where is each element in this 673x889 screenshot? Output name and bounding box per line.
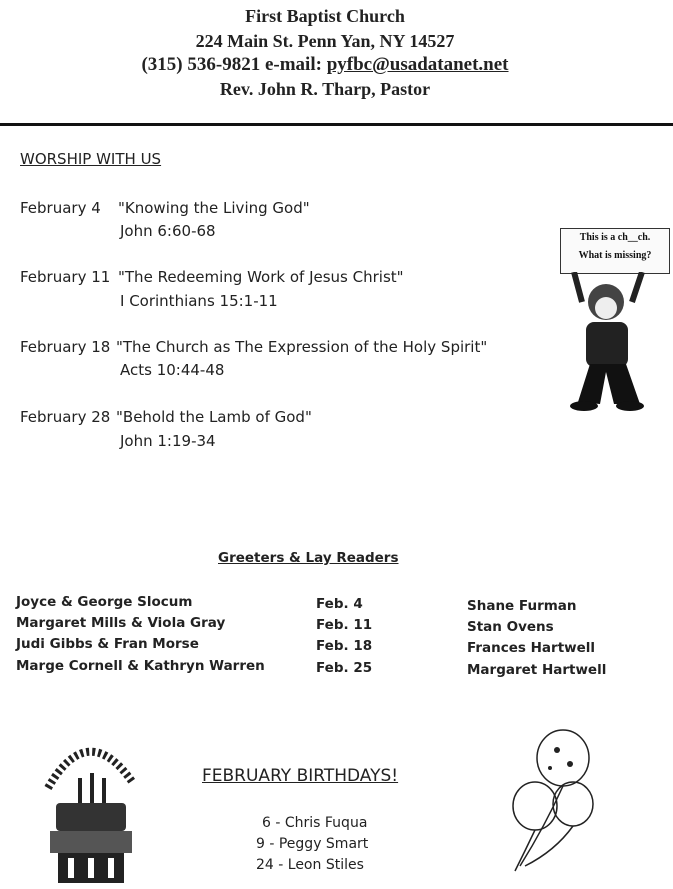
reader-cell: Frances Hartwell: [467, 640, 596, 656]
date-cell: Feb. 18: [316, 638, 373, 654]
church-address: 224 Main St. Penn Yan, NY 14527: [195, 31, 455, 51]
greeters-cell: Joyce & George Slocum: [16, 594, 193, 610]
greeters-cell: Judi Gibbs & Fran Morse: [16, 636, 199, 652]
worship-heading: WORSHIP WITH US: [20, 150, 162, 168]
balloons-illustration: [495, 726, 605, 876]
sermon-title: "The Redeeming Work of Jesus Christ": [118, 268, 404, 286]
scripture: Acts 10:44-48: [120, 361, 225, 379]
reader-cell: Margaret Hartwell: [467, 662, 607, 678]
sign-line: What is missing?: [578, 250, 652, 261]
birthdays-heading: FEBRUARY BIRTHDAYS!: [202, 766, 399, 786]
sign-line: This is a ch__ch.: [579, 232, 651, 243]
scripture: John 1:19-34: [120, 432, 216, 450]
service-date: February 11: [20, 268, 111, 286]
contact-line: [0, 54, 650, 76]
birthday-item: 9 - Peggy Smart: [256, 836, 369, 852]
birthday-item: 6 - Chris Fuqua: [262, 815, 368, 831]
sermon-title: "The Church as The Expression of the Holy Spirit": [116, 338, 488, 356]
phone: (315) 536-9821 e-mail:: [141, 54, 322, 75]
scripture: I Corinthians 15:1-11: [120, 292, 278, 310]
reader-cell: Shane Furman: [467, 598, 577, 614]
service-date: February 4: [20, 199, 101, 217]
birthday-item: 24 - Leon Stiles: [256, 857, 364, 873]
greeters-cell: Marge Cornell & Kathryn Warren: [16, 658, 265, 674]
date-cell: Feb. 25: [316, 660, 373, 676]
church-name: First Baptist Church: [245, 6, 405, 26]
date-cell: Feb. 4: [316, 596, 363, 612]
birthday-cake-illustration: [38, 728, 143, 888]
date-cell: Feb. 11: [316, 617, 373, 633]
greeters-cell: Margaret Mills & Viola Gray: [16, 615, 226, 631]
header-divider: [0, 123, 673, 126]
pastor-line: Rev. John R. Tharp, Pastor: [219, 79, 431, 99]
email-link[interactable]: pyfbc@usadatanet.net: [326, 54, 509, 75]
reader-cell: Stan Ovens: [467, 619, 554, 635]
service-date: February 18: [20, 338, 111, 356]
sermon-title: "Knowing the Living God": [118, 199, 310, 217]
sermon-title: "Behold the Lamb of God": [116, 408, 312, 426]
service-date: February 28: [20, 408, 111, 426]
boy-holding-sign-illustration: [560, 272, 660, 417]
sign-board: [560, 228, 670, 274]
scripture: John 6:60-68: [120, 222, 216, 240]
greeters-heading: Greeters & Lay Readers: [218, 550, 399, 566]
